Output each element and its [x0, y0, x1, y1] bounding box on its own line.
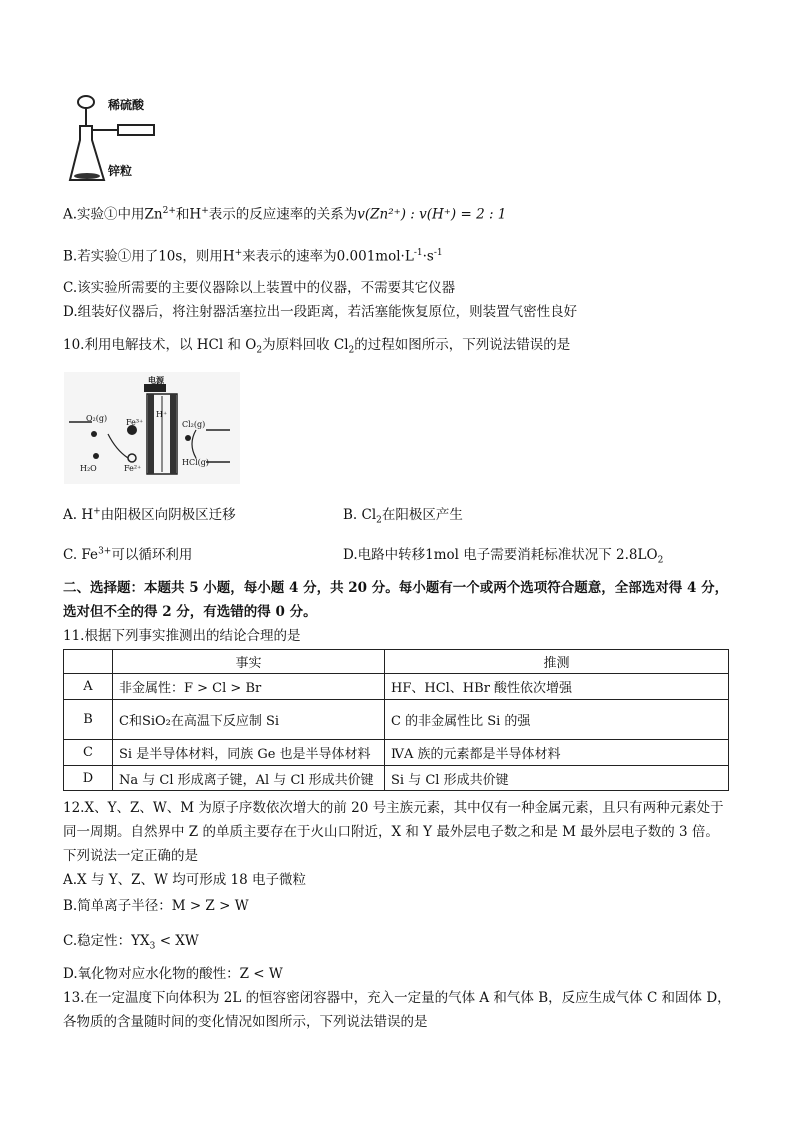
- table-header-cell: 事实: [113, 650, 385, 674]
- q11-stem: 11.根据下列事实推测出的结论合理的是: [63, 628, 301, 644]
- q12-option-a: A.X 与 Y、Z、W 均可形成 18 电子微粒: [63, 872, 306, 888]
- q9-option-d: D.组装好仪器后，将注射器活塞拉出一段距离，若活塞能恢复原位，则装置气密性良好: [63, 304, 578, 320]
- q12-line2: 同一周期。自然界中 Z 的单质主要存在于火山口附近，X 和 Y 最外层电子数之和是 M 最外层电子数的 3 倍。: [63, 824, 719, 840]
- q11-table: [63, 649, 729, 791]
- fe2-label: Fe²⁺: [124, 464, 142, 473]
- q9-option-c: C.该实验所需要的主要仪器除以上装置中的仪器，不需要其它仪器: [63, 280, 456, 296]
- h2o-label: H₂O: [80, 464, 97, 473]
- q10-option-a: A. H+由阳极区向阴极区迁移: [63, 506, 236, 523]
- table-header-cell: [64, 650, 113, 674]
- cl2-label: Cl₂(g): [182, 420, 206, 429]
- table-row: C Si 是半导体材料，同族 Ge 也是半导体材料 ⅣA 族的元素都是半导体材料: [64, 740, 729, 766]
- q10-option-d: D.电路中转移1mol 电子需要消耗标准状况下 $2.8LO_2$: [343, 547, 664, 566]
- q12-option-d: D.氧化物对应水化物的酸性：Z < W: [63, 966, 283, 982]
- q12-option-b: B.简单离子半径：M > Z > W: [63, 898, 249, 914]
- table-row: D Na 与 Cl 形成离子键，Al 与 Cl 形成共价键 Si 与 Cl 形成共价键: [64, 766, 729, 791]
- q10-option-b: B. $Cl_2$在阳极区产生: [343, 507, 463, 526]
- acid-label: 稀硫酸: [108, 98, 145, 112]
- q12-option-c: C.稳定性：$YX_3$ < XW: [63, 933, 199, 952]
- q12-line3: 下列说法一定正确的是: [63, 848, 198, 864]
- hcl-label: HCl(g): [182, 458, 210, 467]
- q9-option-b: B.若实验①用了10s，则用H+来表示的速率为$0.001mol\cdot L^{-1}\cdot s^{-1}$: [63, 248, 443, 265]
- zinc-label: 锌粒: [108, 164, 133, 178]
- q13-line2: 各物质的含量随时间的变化情况如图所示，下列说法错误的是: [63, 1014, 428, 1030]
- q9-option-a: A.实验①中用$Zn^{2+}$和H+表示的反应速率的关系为v(Zn²⁺) : v(H⁺) = 2 : 1: [63, 206, 507, 223]
- table-row: B C和SiO₂在高温下反应制 Si C 的非金属性比 Si 的强: [64, 700, 729, 740]
- power-label: 电源: [148, 375, 164, 385]
- q12-line1: 12.X、Y、Z、W、M 为原子序数依次增大的前 20 号主族元素，其中仅有一种金属元素，且只有两种元素处于: [63, 800, 724, 816]
- q10-option-c: C. $Fe^{3+}$可以循环利用: [63, 546, 193, 563]
- table-header-row: [64, 650, 729, 674]
- h-plus-label: H⁺: [156, 410, 168, 419]
- o2-label: O₂(g): [86, 414, 108, 423]
- q13-line1: 13.在一定温度下向体积为 2L 的恒容密闭容器中，充入一定量的气体 A 和气体 B，反应生成气体 C 和固体 D，: [63, 990, 731, 1006]
- section2-line1: 二、选择题：本题共 5 小题，每小题 4 分，共 20 分。每小题有一个或两个选项符合题意，全部选对得 4 分，: [63, 580, 729, 596]
- q10-stem: 10.利用电解技术，以 HCl 和 $O_2$为原料回收 $Cl_2$的过程如图所示，下列说法错误的是: [63, 337, 571, 356]
- fe3-label: Fe³⁺: [126, 418, 144, 427]
- table-header-cell: 推测: [385, 650, 729, 674]
- section2-line2: 选对但不全的得 2 分，有选错的得 0 分。: [63, 604, 317, 620]
- table-row: A 非金属性：F > Cl > Br HF、HCl、HBr 酸性依次增强: [64, 674, 729, 700]
